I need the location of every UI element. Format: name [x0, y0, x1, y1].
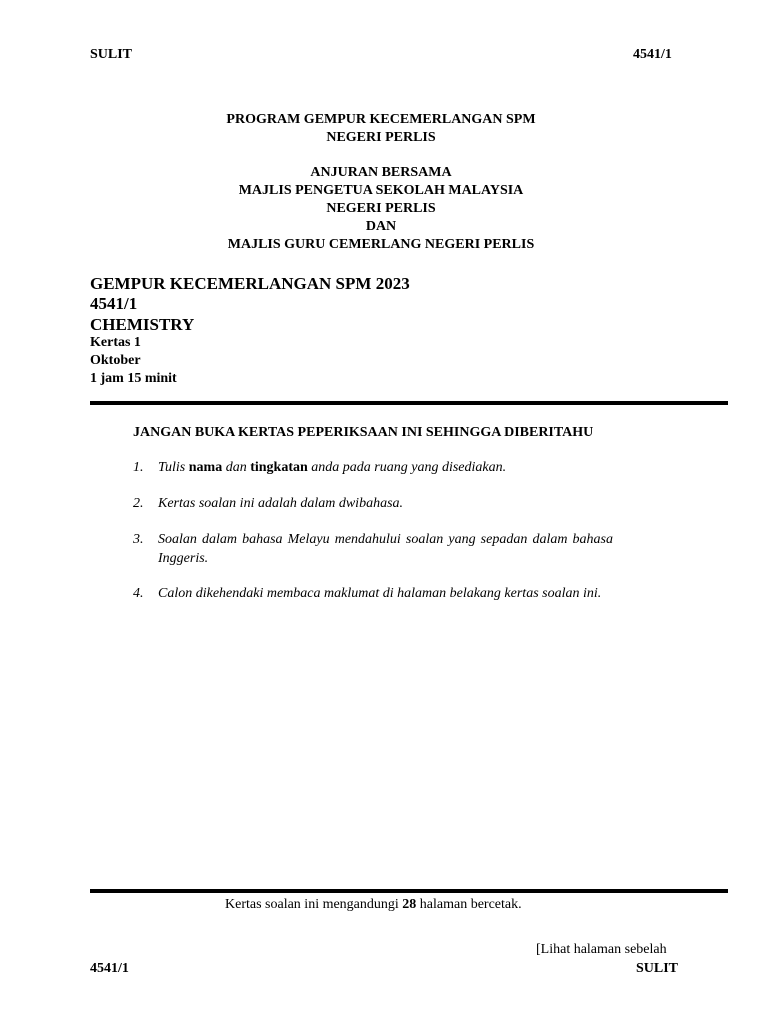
organizers-line-4: DAN	[365, 219, 397, 234]
instruction-item	[133, 458, 613, 477]
do-not-open-warning: JANGAN BUKA KERTAS PEPERIKSAAN INI SEHINGGA DIBERITAHU	[133, 425, 594, 440]
instruction-number: 3.	[133, 532, 144, 547]
organizers-block	[90, 164, 672, 254]
instruction-number: 2.	[133, 496, 144, 511]
instruction-number: 1.	[133, 460, 144, 475]
page-count: 28	[402, 897, 417, 912]
exam-code: 4541/1	[90, 294, 138, 313]
see-next-page-note: [Lihat halaman sebelah	[536, 942, 667, 957]
instruction-item	[133, 494, 613, 513]
header-classification: SULIT	[90, 47, 133, 62]
paper-number: Kertas 1	[90, 335, 141, 350]
instruction-item	[133, 530, 613, 568]
program-line-2: NEGERI PERLIS	[326, 130, 436, 145]
organizers-line-5: MAJLIS GURU CEMERLANG NEGERI PERLIS	[227, 237, 535, 252]
organizers-line-2: MAJLIS PENGETUA SEKOLAH MALAYSIA	[238, 183, 524, 198]
organizers-line-1: ANJURAN BERSAMA	[310, 165, 452, 180]
instruction-item	[133, 584, 613, 603]
instruction-text: Tulis nama dan tingkatan anda pada ruang yang disediakan.	[158, 460, 507, 475]
header-paper-code: 4541/1	[633, 47, 672, 62]
program-line-1: PROGRAM GEMPUR KECEMERLANGAN SPM	[226, 112, 536, 127]
footer-paper-code: 4541/1	[90, 961, 129, 976]
exam-title: GEMPUR KECEMERLANGAN SPM 2023	[90, 274, 410, 293]
subject-name: CHEMISTRY	[90, 315, 195, 334]
instruction-number: 4.	[133, 586, 144, 601]
instruction-text: Kertas soalan ini adalah dalam dwibahasa.	[158, 496, 404, 511]
organizers-line-3: NEGERI PERLIS	[326, 201, 436, 216]
exam-month: Oktober	[90, 353, 141, 368]
top-divider	[90, 401, 728, 405]
bottom-divider	[90, 889, 728, 893]
footer-classification: SULIT	[636, 961, 679, 976]
program-title	[90, 111, 672, 147]
instruction-text: Calon dikehendaki membaca maklumat di halaman belakang kertas soalan ini.	[158, 586, 602, 601]
instruction-text: Soalan dalam bahasa Melayu mendahului soalan yang sepadan dalam bahasa Inggeris.	[158, 532, 613, 566]
page-count-note: Kertas soalan ini mengandungi 28 halaman bercetak.	[225, 897, 522, 912]
exam-duration: 1 jam 15 minit	[90, 371, 177, 386]
